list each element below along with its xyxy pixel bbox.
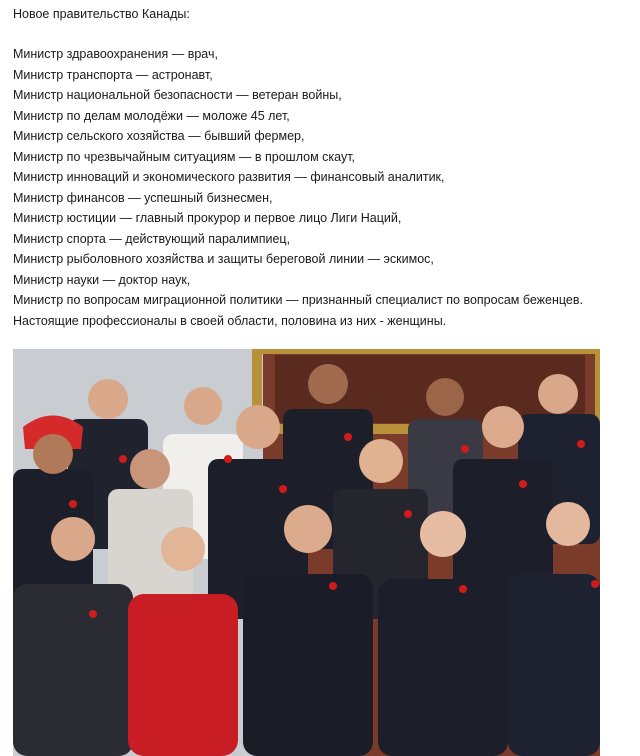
list-item: Министр науки — доктор наук, — [13, 272, 191, 287]
list-item: Министр инноваций и экономического развития — финансовый аналитик, — [13, 170, 445, 184]
list-item: Министр по чрезвычайным ситуациям — в прошлом скаут, — [13, 149, 356, 164]
list-item: Министр рыболовного хозяйства и защиты береговой линии — эскимос, — [13, 252, 434, 266]
photo-illustration — [13, 349, 600, 756]
post-body — [13, 4, 628, 331]
cabinet-group-photo — [13, 349, 600, 756]
post-summary: Настоящие профессионалы в своей области, половина из них - женщины. — [13, 313, 447, 328]
list-item: Министр транспорта — астронавт, — [13, 67, 213, 82]
minister-list — [13, 44, 628, 311]
list-item: Министр по делам молодёжи — моложе 45 лет, — [13, 108, 290, 123]
list-item: Министр спорта — действующий паралимпиец, — [13, 231, 291, 246]
post-title: Новое правительство Канады: — [13, 7, 190, 21]
list-item: Министр по вопросам миграционной политики — признанный специалист по вопросам беженцев. — [13, 293, 583, 307]
blank-line — [13, 24, 628, 44]
list-item: Министр юстиции — главный прокурор и первое лицо Лиги Наций, — [13, 211, 402, 225]
list-item: Министр национальной безопасности — ветеран войны, — [13, 88, 342, 102]
list-item: Министр сельского хозяйства — бывший фермер, — [13, 129, 305, 143]
list-item: Министр здравоохранения — врач, — [13, 47, 218, 61]
list-item: Министр финансов — успешный бизнесмен, — [13, 190, 273, 205]
